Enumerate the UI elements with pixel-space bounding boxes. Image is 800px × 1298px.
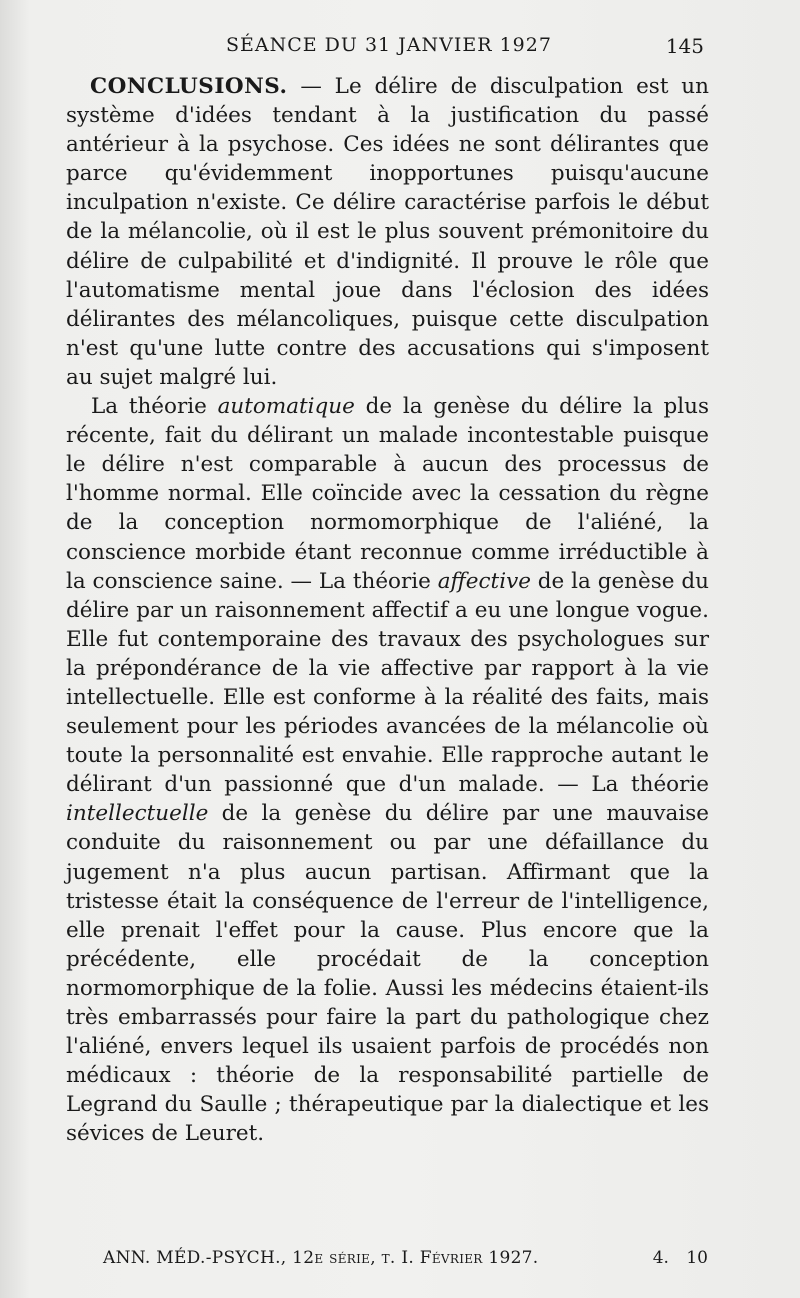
running-title: SÉANCE DU 31 JANVIER 1927 (226, 34, 552, 56)
paragraph-conclusions (66, 72, 709, 392)
body-text (66, 72, 709, 1148)
emphasis-term: intellectuelle (66, 801, 209, 827)
emphasis-term: affective (437, 568, 531, 594)
emphasis-term: automatique (217, 394, 355, 420)
signature-mark: 4. 10 (652, 1248, 708, 1268)
paragraph-theories (66, 392, 709, 1148)
journal-reference: ANN. MÉD.-PSYCH., 12e série, t. I. Février 1927. (103, 1248, 539, 1268)
page-header (66, 34, 706, 64)
paragraph-text: — Le délire de disculpation est un système d'idées tendant à la justification du passé antérieur à la psychose. Ces idées ne sont délirantes que parce qu'évidemment inopportunes puisqu'aucune inculpation n'existe. Ce délire caractérise parfois le début de la mélancolie, où il est le plus souvent prémonitoire du délire de culpabilité et d'indignité. Il prouve le rôle que l'automatisme mental joue dans l'éclosion des idées délirantes des mélancoliques, puisque cette disculpation n'est qu'une lutte contre des accusations qui s'imposent au sujet malgré lui. (66, 74, 709, 390)
conclusions-heading: CONCLUSIONS. (90, 74, 288, 99)
paragraph-text: de la genèse du délire la plus récente, fait du délirant un malade incontestable puisque le délire n'est comparable à aucun des processus de l'homme normal. Elle coïncide avec la cessation du règne de la conception normomorphique de l'aliéné, la conscience morbide étant reconnue comme irréductible à la conscience saine. — La théorie (66, 394, 709, 594)
paragraph-text: de la genèse du délire par un raisonnement affectif a eu une longue vogue. Elle fut contemporaine des travaux des psychologues sur la prépondérance de la vie affective par rapport à la vie intellectuelle. Elle est conforme à la réalité des faits, mais seulement pour les périodes avancées de la mélancolie où toute la personnalité est envahie. Elle rapproche autant le délirant d'un passionné que d'un malade. — La théorie (66, 568, 709, 798)
page-number: 145 (665, 34, 704, 58)
paragraph-text: de la genèse du délire par une mauvaise conduite du raisonnement ou par une défaillance du jugement n'a plus aucun partisan. Affirmant que la tristesse était la conséquence de l'erreur de l'intelligence, elle prenait l'effet pour la cause. Plus encore que la précédente, elle procédait de la conception normomorphique de la folie. Aussi les médecins étaient-ils très embarrassés pour faire la part du pathologique chez l'aliéné, envers lequel ils usaient parfois de procédés non médicaux : théorie de la responsabilité partielle de Legrand du Saulle ; thérapeutique par la dialectique et les sévices de Leuret. (66, 801, 709, 1147)
paragraph-text: La théorie (91, 394, 218, 420)
page-footer (103, 1248, 708, 1272)
